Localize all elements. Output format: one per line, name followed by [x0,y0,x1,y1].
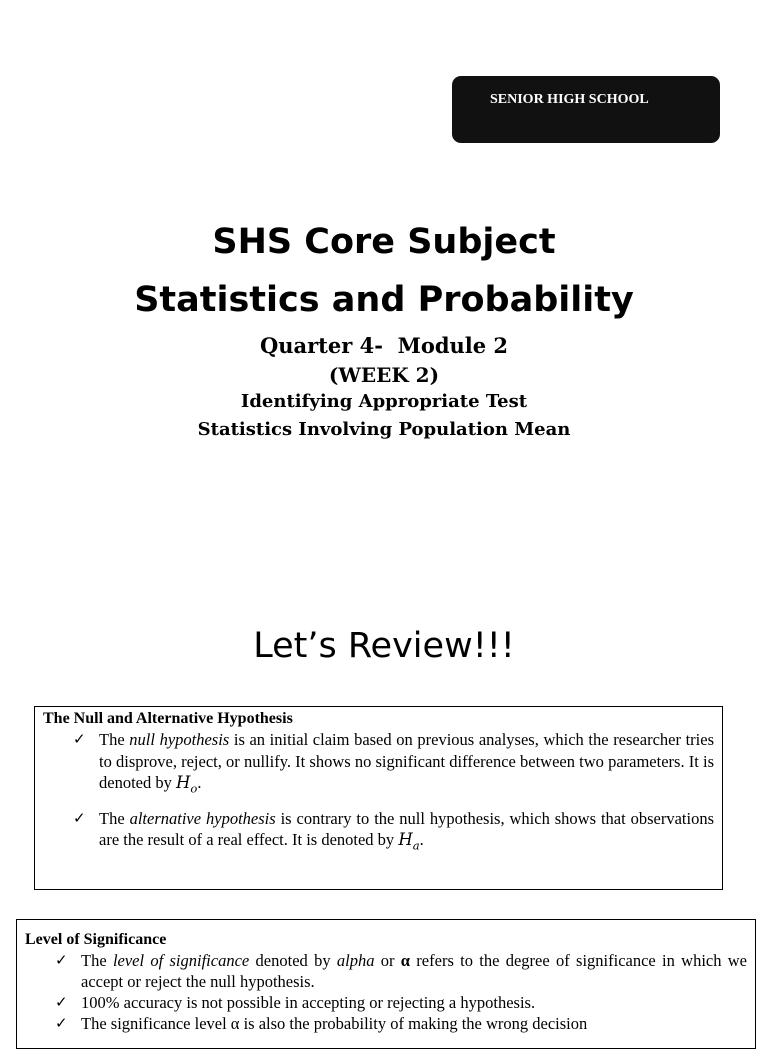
item-text: is contrary to the null hypothesis, which shows that observations are the result of a real effect. It is denoted by [99,808,715,850]
checkmark-icon: ✓ [73,730,86,748]
significance-box-heading: Level of Significance [25,931,167,948]
checkmark-icon: ✓ [55,1014,68,1032]
term-alternative-hypothesis: alternative hypothesis [129,808,276,828]
item-end: . [419,830,424,850]
item-text: denoted by [249,951,337,970]
list-item-alternative-hypothesis [73,808,714,857]
hypothesis-box-heading: The Null and Alternative Hypothesis [43,710,293,727]
senior-high-school-badge [452,76,720,143]
badge-label: SENIOR HIGH SCHOOL [490,92,649,107]
item-text: 100% accuracy is not possible in accepting or rejecting a hypothesis. [81,993,536,1012]
item-text: or [374,951,401,970]
item-text: is an initial claim based on previous analyses, which the researcher tries to disprove, reject, or nullify. It shows no significant difference between two parameters. It is denoted by [99,730,714,792]
quarter-module: Quarter 4- Module 2 [259,333,509,358]
module-title-line1: SHS Core Subject [212,222,556,262]
module-title-line2: Statistics and Probability [134,280,634,320]
topic-line1: Identifying Appropriate Test [240,391,528,412]
term-level-of-significance: level of significance [112,951,250,970]
hypothesis-list [43,729,714,857]
alpha-symbol: α [400,951,411,970]
symbol-h: H [398,830,413,850]
hypothesis-box [34,706,723,890]
checkmark-icon: ✓ [73,808,86,827]
list-item-level-of-significance [55,950,747,992]
item-text: The significance level α is also the probability of making the wrong decision [81,1014,588,1033]
topic-line2: Statistics Involving Population Mean [197,419,571,440]
review-heading: Let’s Review!!! [253,626,515,666]
item-text: The [99,730,130,749]
item-text: refers to the degree of significance in which we accept or reject the null hypothesis. [81,951,748,991]
symbol-h: H [175,773,191,792]
symbol-sub-a: a [412,838,420,853]
list-item-accuracy [55,992,747,1013]
symbol-sub-o: o [190,781,198,796]
item-end: . [197,773,202,792]
list-item-null-hypothesis [73,729,714,800]
checkmark-icon: ✓ [55,993,68,1011]
item-text: The [81,951,113,970]
term-null-hypothesis: null hypothesis [129,730,230,749]
significance-box [16,919,756,1049]
term-alpha: alpha [336,951,375,970]
checkmark-icon: ✓ [55,951,68,969]
significance-list [25,950,747,1034]
week-label: (WEEK 2) [328,363,440,387]
item-text: The [99,808,130,828]
